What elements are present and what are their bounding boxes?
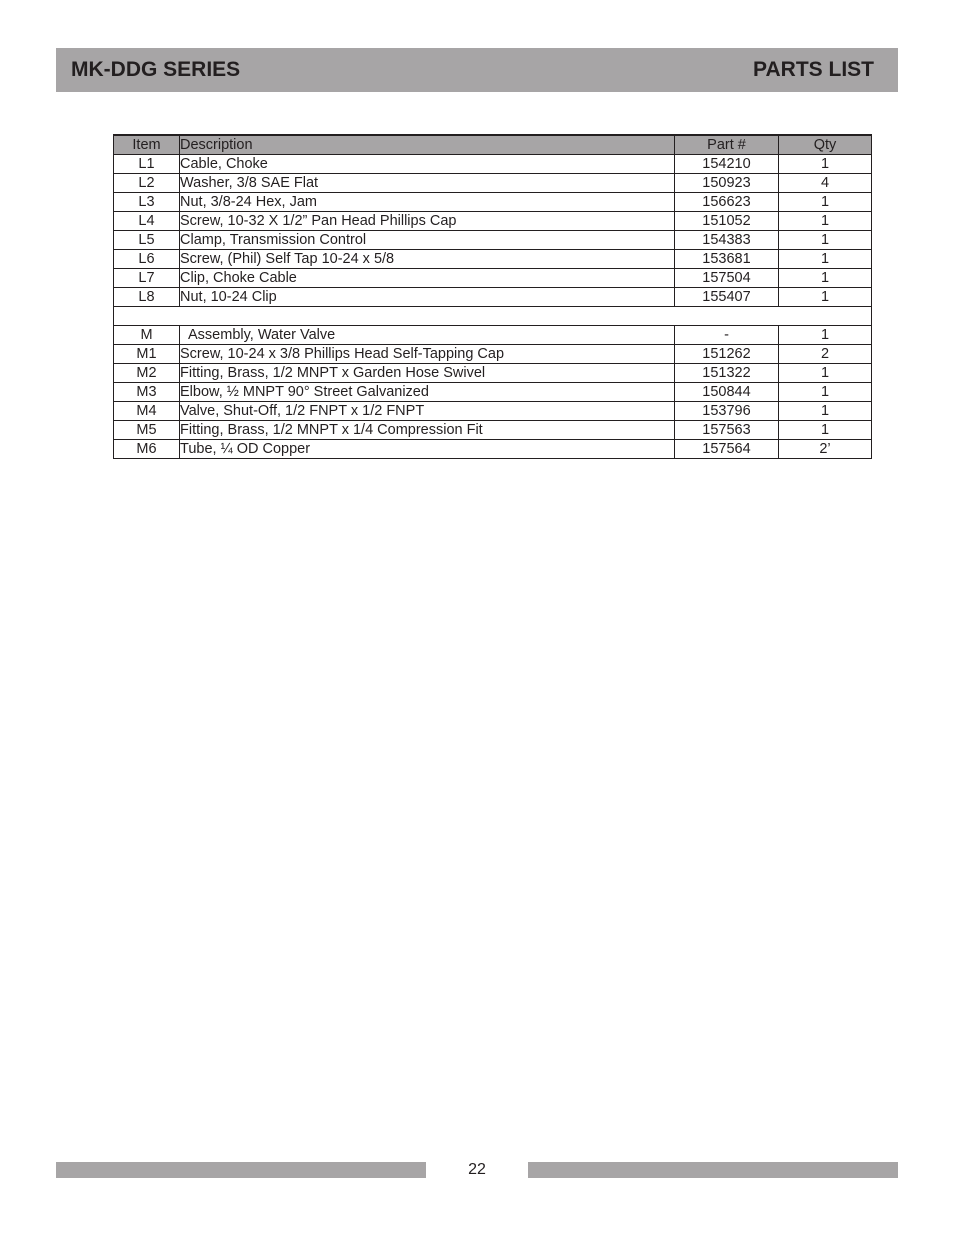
table-row bbox=[114, 402, 872, 421]
table-row bbox=[114, 193, 872, 212]
description-cell: Assembly, Water Valve bbox=[180, 326, 675, 345]
part-number-cell: - bbox=[675, 326, 779, 345]
item-cell: L7 bbox=[114, 269, 180, 288]
description-cell: Elbow, ½ MNPT 90° Street Galvanized bbox=[180, 383, 675, 402]
item-cell: M bbox=[114, 326, 180, 345]
table-row bbox=[114, 212, 872, 231]
parts-table bbox=[113, 134, 872, 459]
qty-cell: 4 bbox=[779, 174, 872, 193]
series-title: MK-DDG SERIES bbox=[71, 58, 241, 81]
spacer-cell bbox=[114, 307, 872, 326]
part-number-cell: 153796 bbox=[675, 402, 779, 421]
footer-bar-left bbox=[56, 1162, 426, 1178]
part-number-cell: 154210 bbox=[675, 155, 779, 174]
column-header-description: Description bbox=[180, 135, 675, 155]
part-number-cell: 153681 bbox=[675, 250, 779, 269]
qty-cell: 1 bbox=[779, 383, 872, 402]
qty-cell: 1 bbox=[779, 421, 872, 440]
table-header-row bbox=[114, 135, 872, 155]
table-row bbox=[114, 174, 872, 193]
description-cell: Screw, 10-24 x 3/8 Phillips Head Self-Tapping Cap bbox=[180, 345, 675, 364]
table-row bbox=[114, 440, 872, 459]
qty-cell: 1 bbox=[779, 269, 872, 288]
part-number-cell: 157563 bbox=[675, 421, 779, 440]
item-cell: M3 bbox=[114, 383, 180, 402]
description-cell: Nut, 10-24 Clip bbox=[180, 288, 675, 307]
qty-cell: 2 bbox=[779, 345, 872, 364]
part-number-cell: 157564 bbox=[675, 440, 779, 459]
qty-cell: 1 bbox=[779, 231, 872, 250]
description-cell: Screw, (Phil) Self Tap 10-24 x 5/8 bbox=[180, 250, 675, 269]
table-row bbox=[114, 250, 872, 269]
part-number-cell: 155407 bbox=[675, 288, 779, 307]
description-cell: Nut, 3/8-24 Hex, Jam bbox=[180, 193, 675, 212]
description-cell: Clip, Choke Cable bbox=[180, 269, 675, 288]
qty-cell: 1 bbox=[779, 288, 872, 307]
description-cell: Fitting, Brass, 1/2 MNPT x 1/4 Compression Fit bbox=[180, 421, 675, 440]
item-cell: L8 bbox=[114, 288, 180, 307]
page-number: 22 bbox=[468, 1161, 486, 1178]
table-row bbox=[114, 269, 872, 288]
item-cell: M6 bbox=[114, 440, 180, 459]
description-cell: Valve, Shut-Off, 1/2 FNPT x 1/2 FNPT bbox=[180, 402, 675, 421]
column-header-qty: Qty bbox=[779, 135, 872, 155]
description-cell: Cable, Choke bbox=[180, 155, 675, 174]
part-number-cell: 151322 bbox=[675, 364, 779, 383]
description-cell: Fitting, Brass, 1/2 MNPT x Garden Hose Swivel bbox=[180, 364, 675, 383]
item-cell: L5 bbox=[114, 231, 180, 250]
item-cell: L4 bbox=[114, 212, 180, 231]
qty-cell: 1 bbox=[779, 212, 872, 231]
description-cell: Clamp, Transmission Control bbox=[180, 231, 675, 250]
qty-cell: 1 bbox=[779, 326, 872, 345]
qty-cell: 1 bbox=[779, 155, 872, 174]
page-header-bar bbox=[56, 48, 898, 92]
qty-cell: 1 bbox=[779, 193, 872, 212]
section-title: PARTS LIST bbox=[753, 58, 874, 81]
qty-cell: 1 bbox=[779, 402, 872, 421]
part-number-cell: 151262 bbox=[675, 345, 779, 364]
table-row bbox=[114, 345, 872, 364]
item-cell: M2 bbox=[114, 364, 180, 383]
footer-bar-right bbox=[528, 1162, 898, 1178]
description-cell: Screw, 10-32 X 1/2” Pan Head Phillips Cap bbox=[180, 212, 675, 231]
description-cell: Washer, 3/8 SAE Flat bbox=[180, 174, 675, 193]
part-number-cell: 151052 bbox=[675, 212, 779, 231]
table-row bbox=[114, 364, 872, 383]
qty-cell: 2’ bbox=[779, 440, 872, 459]
part-number-cell: 150844 bbox=[675, 383, 779, 402]
table-spacer-row bbox=[114, 307, 872, 326]
item-cell: M1 bbox=[114, 345, 180, 364]
item-cell: L3 bbox=[114, 193, 180, 212]
item-cell: L6 bbox=[114, 250, 180, 269]
item-cell: L1 bbox=[114, 155, 180, 174]
table-row bbox=[114, 326, 872, 345]
table-row bbox=[114, 231, 872, 250]
item-cell: M5 bbox=[114, 421, 180, 440]
qty-cell: 1 bbox=[779, 364, 872, 383]
part-number-cell: 150923 bbox=[675, 174, 779, 193]
table-row bbox=[114, 421, 872, 440]
column-header-part-number: Part # bbox=[675, 135, 779, 155]
item-cell: L2 bbox=[114, 174, 180, 193]
part-number-cell: 154383 bbox=[675, 231, 779, 250]
table-row bbox=[114, 155, 872, 174]
qty-cell: 1 bbox=[779, 250, 872, 269]
description-cell: Tube, ¼ OD Copper bbox=[180, 440, 675, 459]
column-header-item: Item bbox=[114, 135, 180, 155]
table-row bbox=[114, 288, 872, 307]
part-number-cell: 156623 bbox=[675, 193, 779, 212]
table-row bbox=[114, 383, 872, 402]
item-cell: M4 bbox=[114, 402, 180, 421]
part-number-cell: 157504 bbox=[675, 269, 779, 288]
